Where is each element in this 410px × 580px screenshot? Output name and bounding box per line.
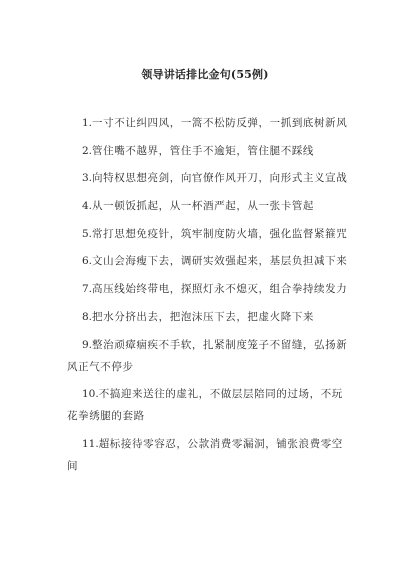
- item-number: 3.: [82, 172, 93, 185]
- list-item: [67, 334, 350, 378]
- item-text: 不搞迎来送往的虚礼，不做层层陪同的过场，不玩花拳绣腿的套路: [67, 388, 343, 423]
- item-text: 从一顿饭抓起，从一杯酒严起，从一张卡管起: [92, 200, 315, 213]
- item-text: 把水分挤出去，把泡沫压下去，把虚火降下来: [92, 310, 315, 323]
- item-text: 超标接待零容忍，公款消费零漏洞，铺张浪费零空间: [67, 437, 343, 472]
- item-number: 1.: [82, 117, 93, 129]
- list-item: [67, 112, 350, 134]
- list-item: [67, 383, 350, 427]
- item-number: 8.: [82, 310, 93, 323]
- document-title: 领导讲话排比金句(55例): [141, 68, 269, 81]
- item-number: 9.: [82, 338, 93, 351]
- item-text: 常打思想免疫针，筑牢制度防火墙，强化监督紧箍咒: [92, 227, 348, 240]
- item-text: 整治顽瘴痼疾不手软，扎紧制度笼子不留缝，弘扬新风正气不停步: [67, 338, 348, 373]
- item-text: 一寸不让纠四风，一篙不松防反弹，一抓到底树新风: [92, 117, 348, 129]
- slogan-list: [67, 112, 350, 483]
- item-number: 5.: [82, 227, 93, 240]
- item-number: 6.: [82, 255, 93, 268]
- list-item: [67, 195, 350, 217]
- item-text: 向特权思想亮剑，向官僚作风开刀，向形式主义宣战: [92, 172, 348, 185]
- list-item: [67, 306, 350, 328]
- list-item: [67, 140, 350, 162]
- item-number: 10.: [82, 388, 99, 401]
- item-text: 高压线始终带电，探照灯永不熄灭，组合拳持续发力: [92, 283, 348, 296]
- item-text: 管住嘴不越界，管住手不逾矩，管住腿不踩线: [92, 144, 315, 157]
- list-item: [67, 223, 350, 245]
- item-text: 文山会海瘦下去，调研实效强起来，基层负担减下来: [92, 255, 348, 268]
- item-number: 2.: [82, 144, 93, 157]
- list-item: [67, 433, 350, 477]
- list-item: [67, 278, 350, 300]
- list-item: [67, 167, 350, 189]
- item-number: 4.: [82, 200, 93, 213]
- item-number: 11.: [82, 437, 99, 450]
- list-item: [67, 250, 350, 272]
- item-number: 7.: [82, 283, 93, 296]
